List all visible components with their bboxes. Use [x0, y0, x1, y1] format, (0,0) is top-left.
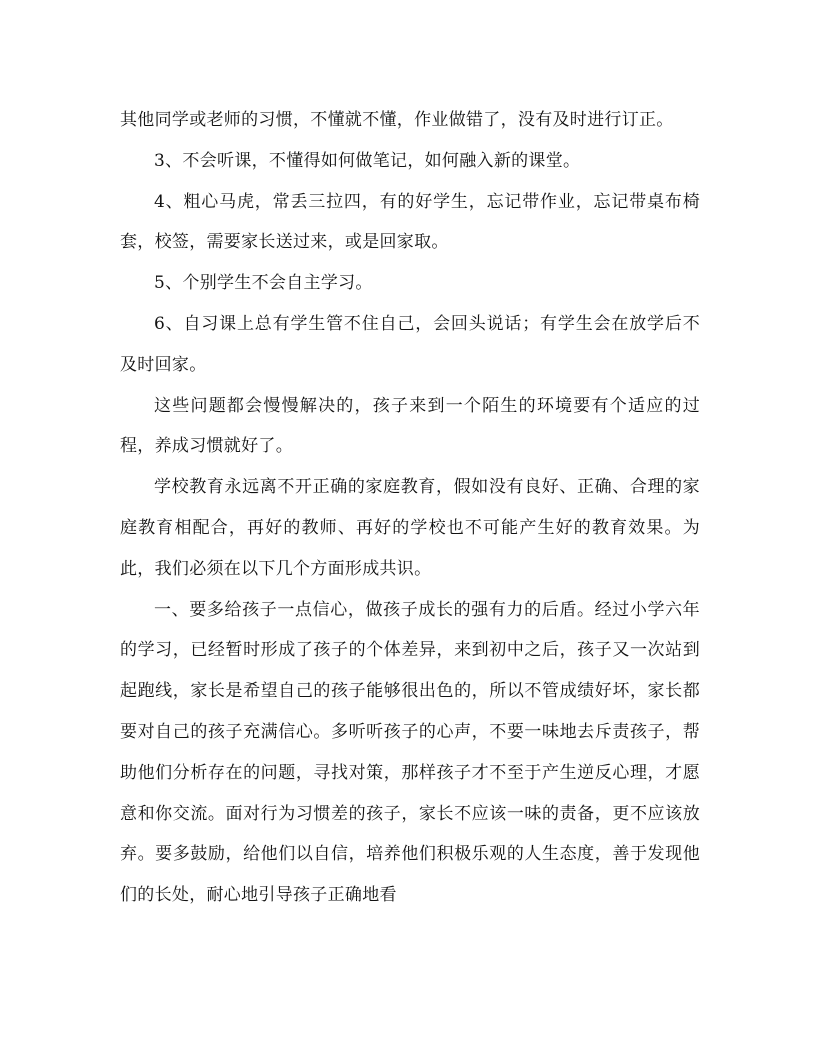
paragraph-family-education: 学校教育永远离不开正确的家庭教育，假如没有良好、正确、合理的家庭教育相配合，再好的教师、再好的学校也不可能产生好的教育效果。为此，我们必须在以下几个方面形成共识。	[120, 477, 700, 579]
document-body	[120, 100, 700, 916]
paragraph-item-4: 4、粗心马虎，常丢三拉四，有的好学生，忘记带作业，忘记带桌布椅套，校签，需要家长送过来，或是回家取。	[120, 191, 700, 253]
paragraph-item-3: 3、不会听课，不懂得如何做笔记，如何融入新的课堂。	[154, 150, 581, 171]
paragraph-item-6: 6、自习课上总有学生管不住自己，会回头说话；有学生会在放学后不及时回家。	[120, 313, 700, 375]
paragraph-problems-solved: 这些问题都会慢慢解决的，孩子来到一个陌生的环境要有个适应的过程，养成习惯就好了。	[120, 395, 700, 457]
paragraph-continuation: 其他同学或老师的习惯，不懂就不懂，作业做错了，没有及时进行订正。	[120, 110, 674, 130]
paragraph-point-one: 一、要多给孩子一点信心，做孩子成长的强有力的后盾。经过小学六年的学习，已经暂时形成了孩子的个体差异，来到初中之后，孩子又一次站到起跑线，家长是希望自己的孩子能够很出色的，所以不管成绩好坏，家长都要对自己的孩子充满信心。多听听孩子的心声，不要一味地去斥责孩子，帮助他们分析存在的问题，寻找对策，那样孩子才不至于产生逆反心理，才愿意和你交流。面对行为习惯差的孩子，家长不应该一味的责备，更不应该放弃。要多鼓励，给他们以自信，培养他们积极乐观的人生态度，善于发现他们的长处，耐心地引导孩子正确地看	[120, 599, 700, 906]
paragraph-item-5: 5、个别学生不会自主学习。	[154, 273, 373, 294]
